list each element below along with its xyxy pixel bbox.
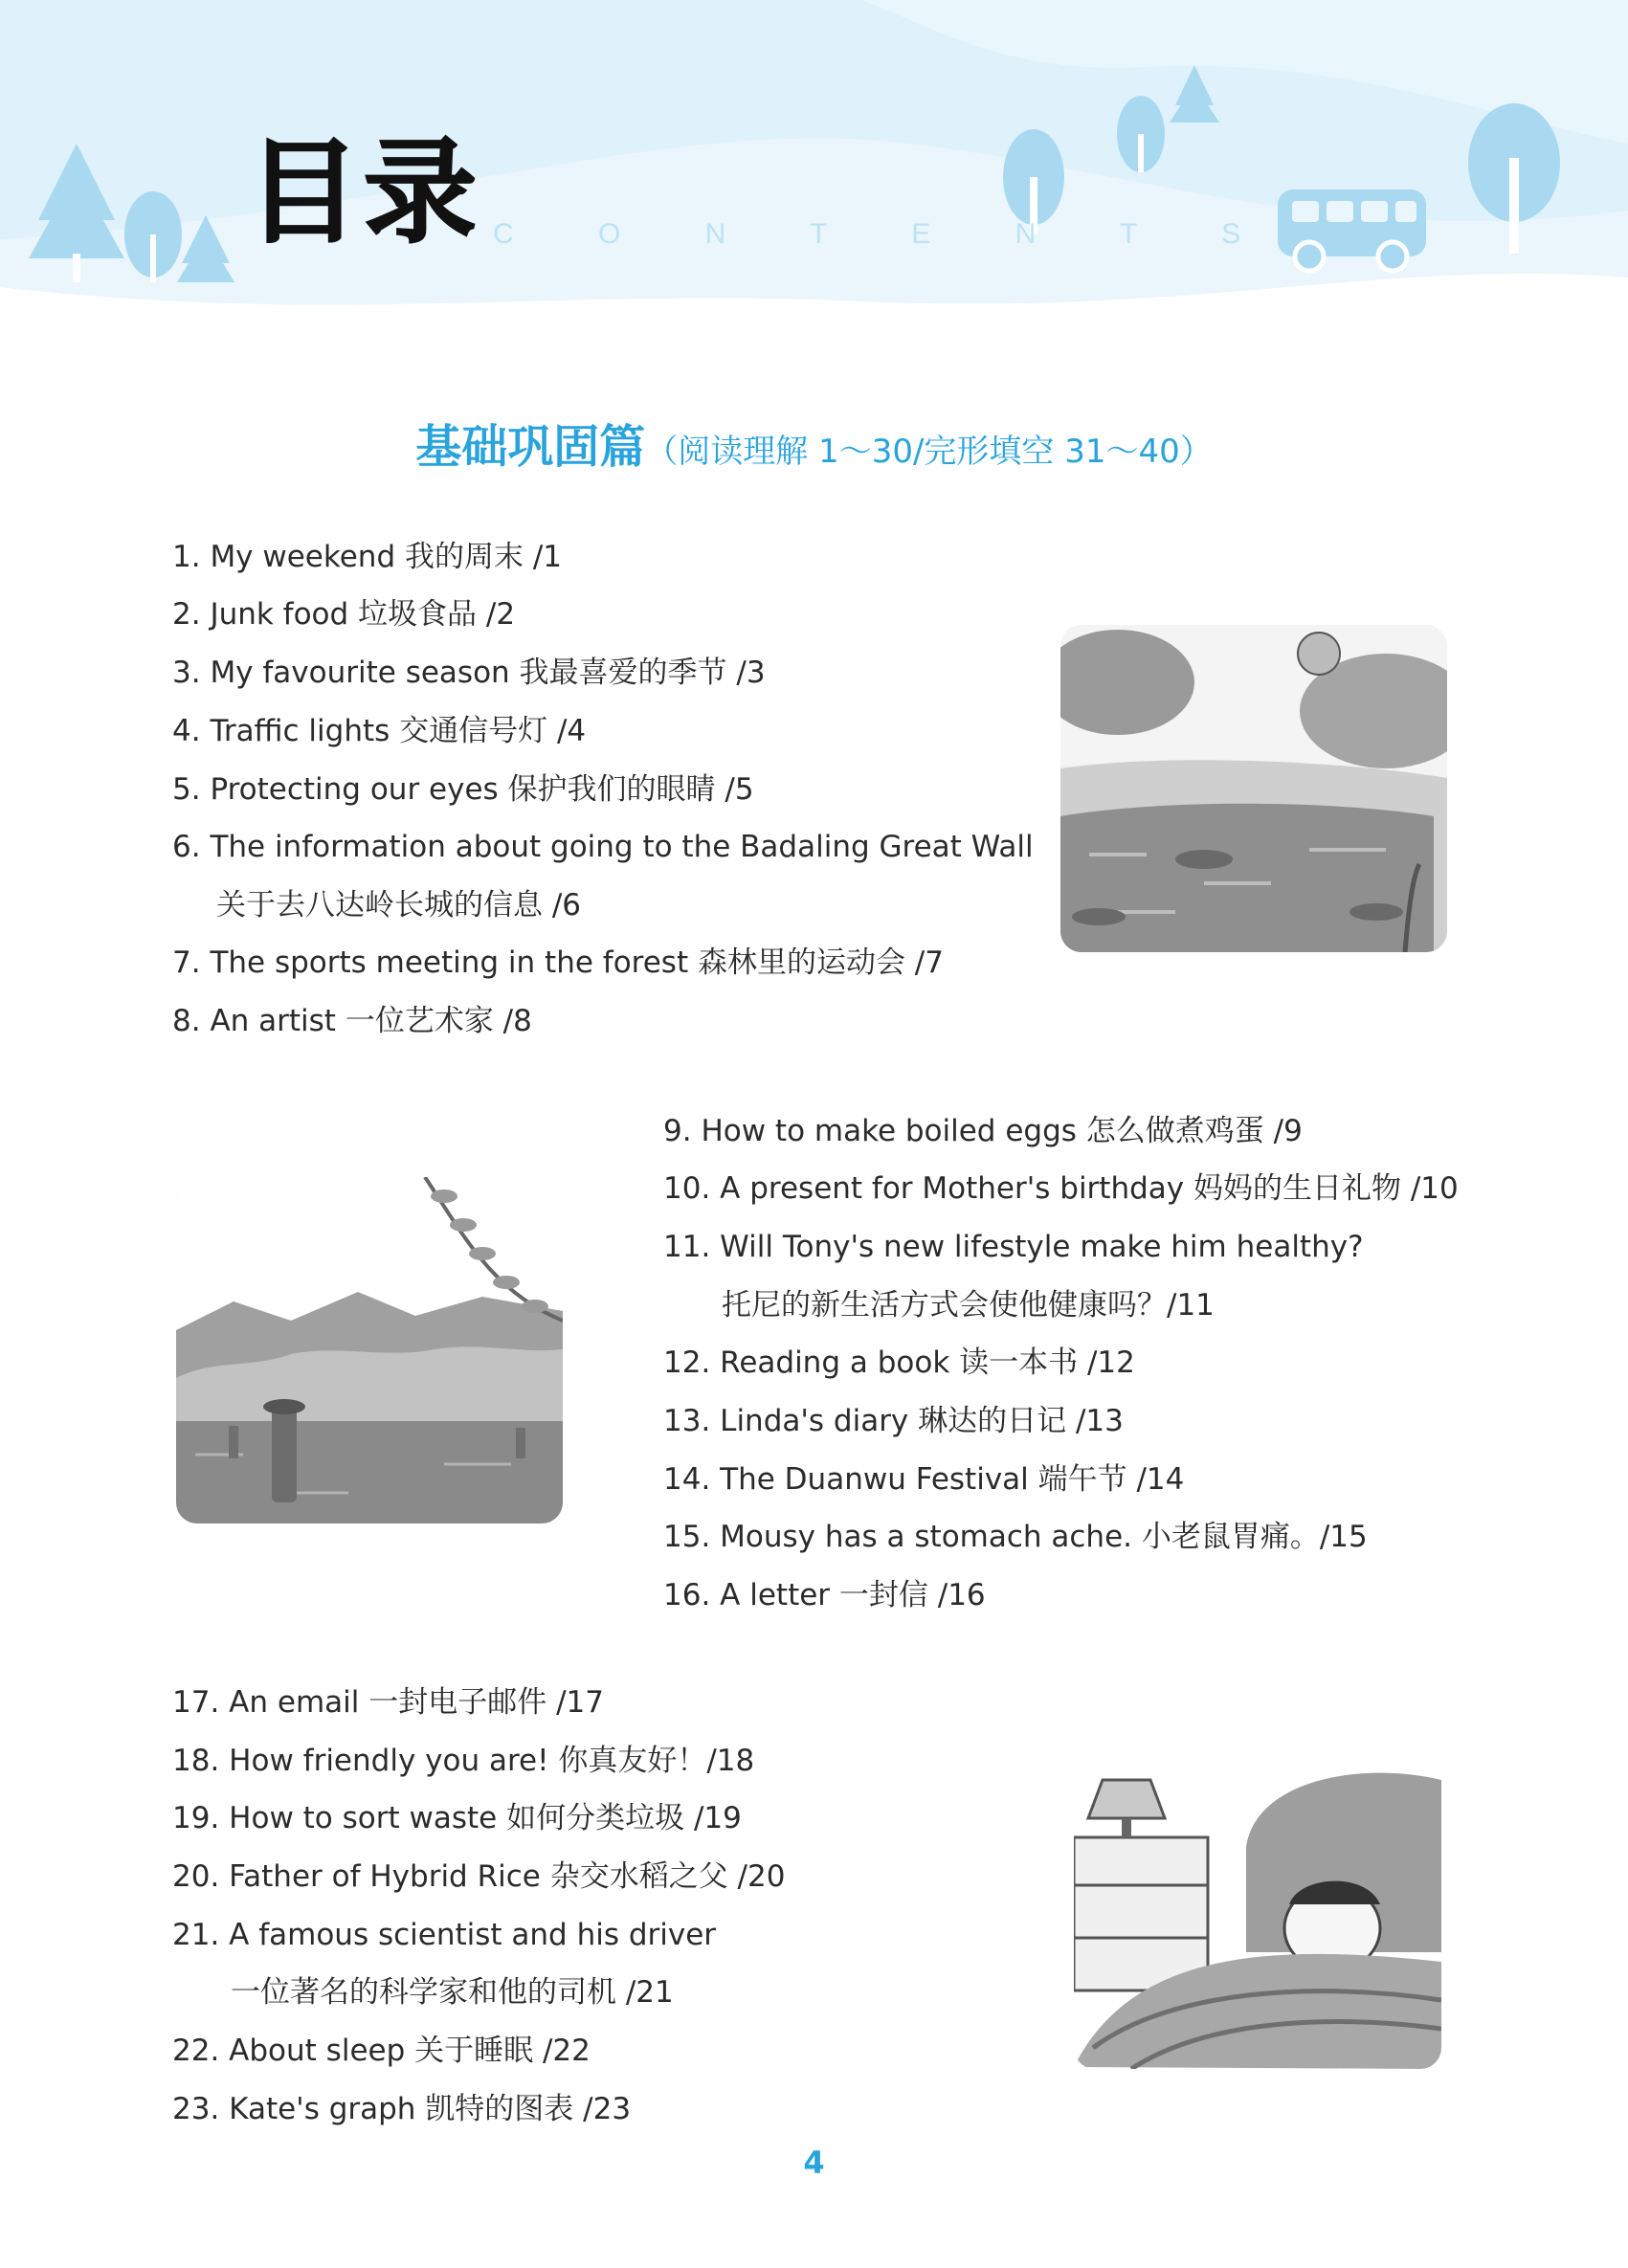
west-lake-illustration [176,1177,563,1523]
header-background [0,0,1628,345]
toc-item-2[interactable]: 2. Junk food 垃圾食品 /2 [172,597,516,632]
section-subtitle: （阅读理解 1～30/完形填空 31～40） [645,433,1213,471]
toc-item-6[interactable]: 6. The information about going to the Badaling Great Wall [172,830,1034,864]
toc-item-21-continued[interactable]: 一位著名的科学家和他的司机 /21 [231,1975,674,2010]
toc-item-3[interactable]: 3. My favourite season 我最喜爱的季节 /3 [172,656,766,690]
toc-item-11-continued[interactable]: 托尼的新生活方式会使他健康吗？/11 [722,1288,1215,1323]
toc-item-16[interactable]: 16. A letter 一封信 /16 [663,1578,986,1612]
toc-item-20[interactable]: 20. Father of Hybrid Rice 杂交水稻之父 /20 [172,1859,786,1894]
toc-item-18[interactable]: 18. How friendly you are! 你真友好！/18 [172,1744,755,1778]
page-number: 4 [803,2145,825,2181]
toc-item-11[interactable]: 11. Will Tony's new lifestyle make him healthy? [663,1230,1364,1264]
toc-item-22[interactable]: 22. About sleep 关于睡眠 /22 [172,2034,591,2068]
toc-item-8[interactable]: 8. An artist 一位艺术家 /8 [172,1004,532,1038]
toc-item-19[interactable]: 19. How to sort waste 如何分类垃圾 /19 [172,1801,742,1835]
toc-item-17[interactable]: 17. An email 一封电子邮件 /17 [172,1685,604,1720]
toc-item-9[interactable]: 9. How to make boiled eggs 怎么做煮鸡蛋 /9 [663,1114,1303,1148]
toc-item-23[interactable]: 23. Kate's graph 凯特的图表 /23 [172,2092,632,2126]
toc-item-7[interactable]: 7. The sports meeting in the forest 森林里的运动会 /7 [172,945,944,980]
toc-item-1[interactable]: 1. My weekend 我的周末 /1 [172,540,563,574]
toc-item-4[interactable]: 4. Traffic lights 交通信号灯 /4 [172,714,587,748]
contents-subtitle: C O N T E N T S [493,218,1280,250]
section-heading [0,410,1628,476]
sleeping-girl-illustration [1074,1761,1441,2069]
section-title: 基础巩固篇 [415,420,646,474]
toc-item-5[interactable]: 5. Protecting our eyes 保护我们的眼睛 /5 [172,772,754,807]
header-banner [0,0,1628,345]
toc-item-6-continued[interactable]: 关于去八达岭长城的信息 /6 [216,888,582,923]
page-title: 目录 [247,126,481,258]
toc-item-15[interactable]: 15. Mousy has a stomach ache. 小老鼠胃痛。/15 [663,1520,1368,1554]
park-pond-illustration [1060,625,1447,952]
toc-item-21[interactable]: 21. A famous scientist and his driver [172,1918,717,1952]
toc-item-10[interactable]: 10. A present for Mother's birthday 妈妈的生日礼物 /10 [663,1171,1459,1206]
toc-item-13[interactable]: 13. Linda's diary 琳达的日记 /13 [663,1404,1124,1438]
toc-item-14[interactable]: 14. The Duanwu Festival 端午节 /14 [663,1462,1185,1497]
toc-item-12[interactable]: 12. Reading a book 读一本书 /12 [663,1345,1135,1380]
